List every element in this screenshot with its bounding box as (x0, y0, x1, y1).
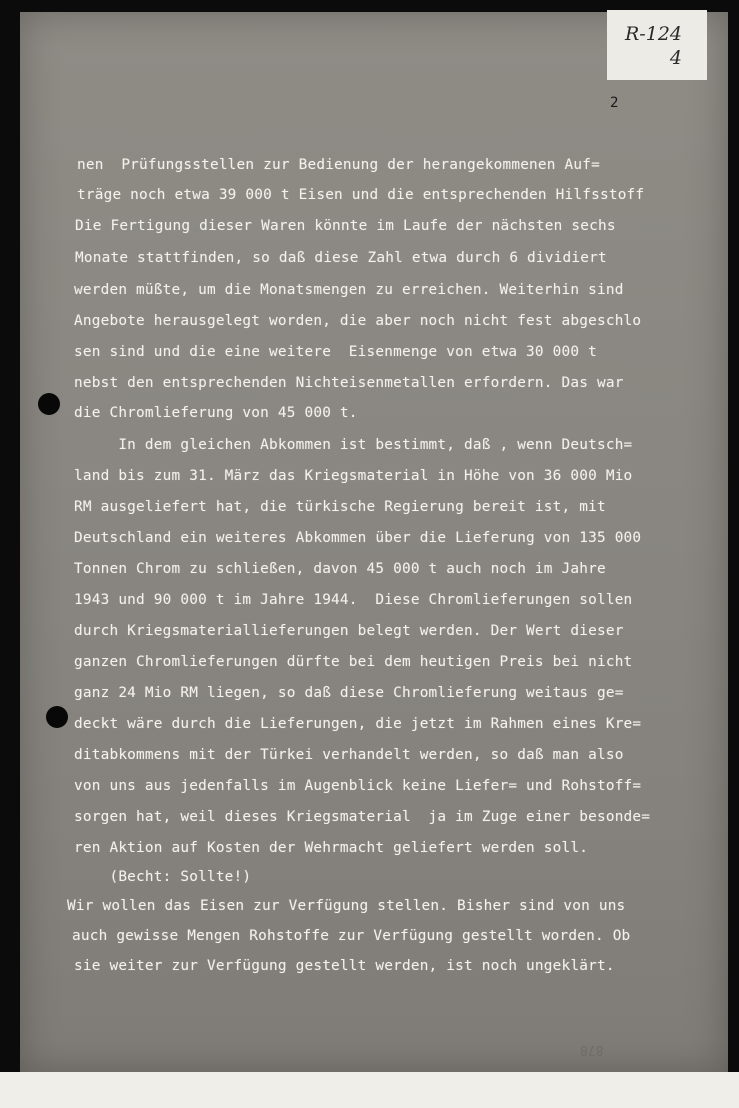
text-line: Tonnen Chrom zu schließen, davon 45 000 t auch noch im Jahre (74, 561, 606, 577)
text-line: In dem gleichen Abkommen ist bestimmt, daß , wenn Deutsch= (74, 437, 633, 453)
text-line: werden müßte, um die Monatsmengen zu erreichen. Weiterhin sind (74, 282, 624, 298)
text-line: nen Prüfungsstellen zur Bedienung der herangekommenen Auf= (77, 157, 600, 173)
text-line: Angebote herausgelegt worden, die aber noch nicht fest abgeschlo (74, 313, 642, 329)
text-line: träge noch etwa 39 000 t Eisen und die entsprechenden Hilfsstoff (77, 187, 645, 203)
text-line: sie weiter zur Verfügung gestellt werden, ist noch ungeklärt. (74, 958, 615, 974)
text-line: Wir wollen das Eisen zur Verfügung stellen. Bisher sind von uns (67, 898, 626, 914)
text-line: von uns aus jedenfalls im Augenblick keine Liefer= und Rohstoff= (74, 778, 642, 794)
text-line: nebst den entsprechenden Nichteisenmetallen erfordern. Das war (74, 375, 624, 391)
text-line: Monate stattfinden, so daß diese Zahl etwa durch 6 dividiert (75, 250, 607, 266)
punch-hole (38, 393, 60, 415)
text-line: ganz 24 Mio RM liegen, so daß diese Chromlieferung weitaus ge= (74, 685, 624, 701)
punch-hole (46, 706, 68, 728)
text-line: deckt wäre durch die Lieferungen, die jetzt im Rahmen eines Kre= (74, 716, 642, 732)
text-line: auch gewisse Mengen Rohstoffe zur Verfügung gestellt worden. Ob (72, 928, 631, 944)
page-number: 2 (610, 95, 619, 111)
scanner-background (0, 1072, 739, 1108)
text-line: 1943 und 90 000 t im Jahre 1944. Diese Chromlieferungen sollen (74, 592, 633, 608)
text-line: ganzen Chromlieferungen dürfte bei dem heutigen Preis bei nicht (74, 654, 633, 670)
text-line: sen sind und die eine weitere Eisenmenge von etwa 30 000 t (74, 344, 597, 360)
text-line: sorgen hat, weil dieses Kriegsmaterial ja im Zuge einer besonde= (74, 809, 651, 825)
text-line: (Becht: Sollte!) (74, 869, 252, 885)
text-line: land bis zum 31. März das Kriegsmaterial in Höhe von 36 000 Mio (74, 468, 633, 484)
footer-stamp: 878 (580, 1042, 604, 1057)
text-line: Die Fertigung dieser Waren könnte im Laufe der nächsten sechs (75, 218, 616, 234)
text-line: ren Aktion auf Kosten der Wehrmacht geliefert werden soll. (74, 840, 589, 856)
text-line: Deutschland ein weiteres Abkommen über die Lieferung von 135 000 (74, 530, 642, 546)
text-line: durch Kriegsmateriallieferungen belegt werden. Der Wert dieser (74, 623, 624, 639)
text-line: RM ausgeliefert hat, die türkische Regierung bereit ist, mit (74, 499, 606, 515)
archive-mark: R-124 4 (625, 23, 682, 69)
text-line: ditabkommens mit der Türkei verhandelt werden, so daß man also (74, 747, 624, 763)
text-line: die Chromlieferung von 45 000 t. (74, 405, 358, 421)
